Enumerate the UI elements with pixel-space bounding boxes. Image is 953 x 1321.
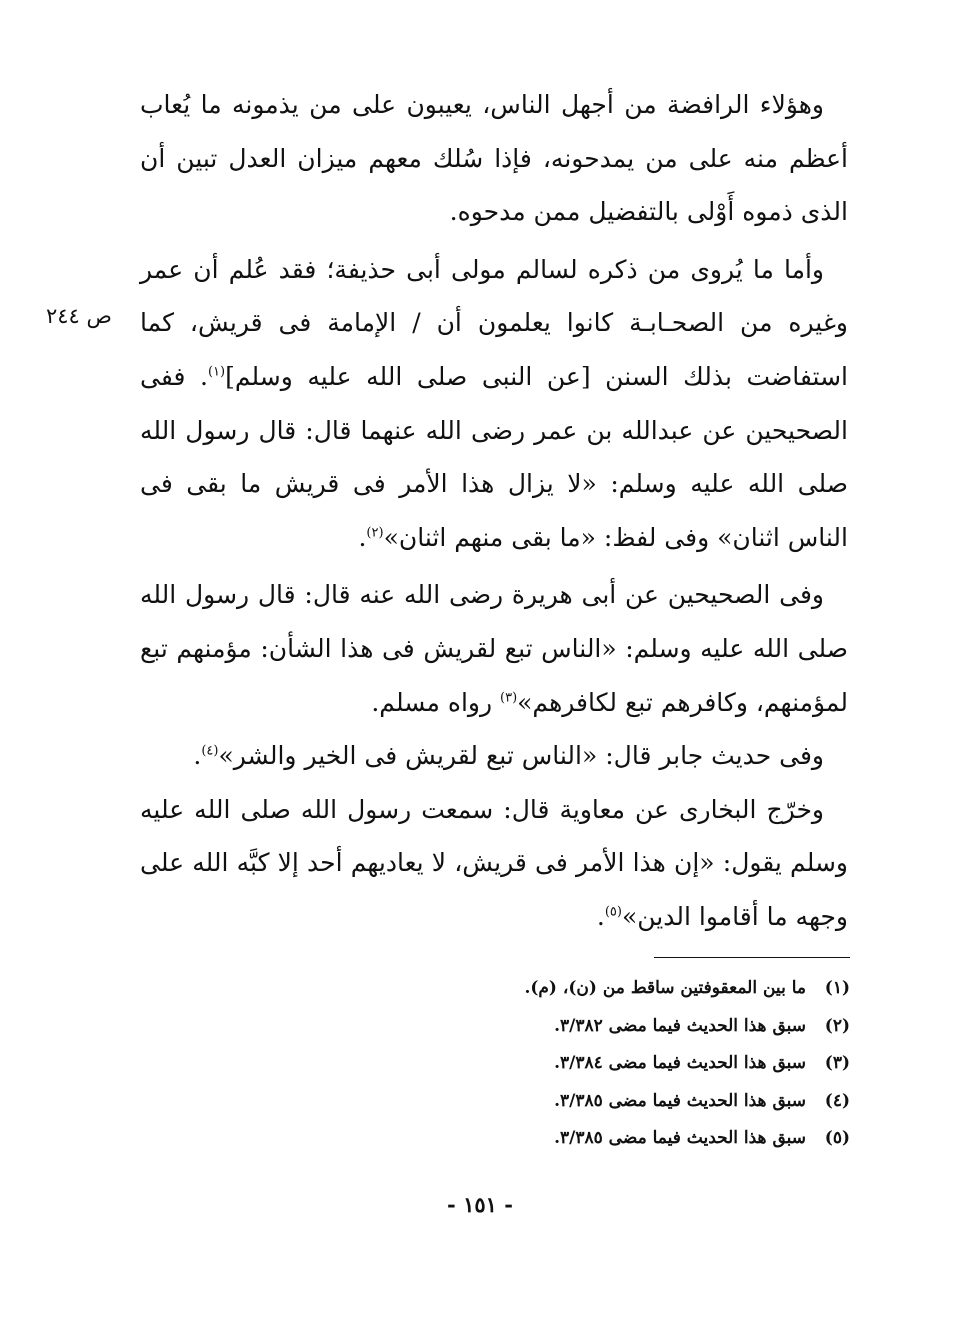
footnote-text: سبق هذا الحديث فيما مضى ٣/٣٨٢. (554, 1015, 806, 1036)
footnote-number: (٤) (824, 1090, 850, 1111)
footnote-number: (١) (824, 978, 850, 998)
paragraph-3-text-b: رواه مسلم. (371, 687, 500, 717)
footnote-number: (٢) (824, 1015, 850, 1036)
footnote-2 (380, 1008, 850, 1046)
footnote-4 (380, 1083, 850, 1121)
paragraph-1 (140, 78, 848, 239)
footnote-ref-5: (٥) (604, 904, 622, 920)
footnote-1 (380, 970, 850, 1008)
footnote-3 (380, 1045, 850, 1083)
paragraph-5-text: وخرّج البخارى عن معاوية قال: سمعت رسول الله صلى الله عليه وسلم يقول: «إن هذا الأمر فى قريش، لا يعاديهم أحد إلا كبَّه الله على وجهه ما أقاموا الدين» (140, 794, 848, 931)
paragraph-4 (140, 729, 848, 783)
footnote-5 (380, 1120, 850, 1158)
footnote-number: (٣) (824, 1053, 850, 1073)
footnote-text: سبق هذا الحديث فيما مضى ٣/٣٨٤. (554, 1053, 806, 1073)
footnote-text: ما بين المعقوفتين ساقط من (ن)، (م). (524, 978, 806, 998)
footnote-text: سبق هذا الحديث فيما مضى ٣/٣٨٥. (554, 1128, 806, 1148)
margin-page-reference: ص ٢٤٤ (46, 304, 112, 328)
paragraph-2-text-b: . ففى الصحيحين عن عبدالله بن عمر رضى الله عنهما قال: قال رسول الله صلى الله عليه وسلم: «لا يزال هذا الأمر فى قريش ما بقى فى الناس اثنان» وفى لفظ: «ما بقى منهم اثنان» (140, 361, 848, 552)
paragraph-5-end: . (596, 901, 605, 931)
footnote-ref-2: (٢) (366, 525, 384, 541)
page-number: - ١٥١ - (447, 1192, 513, 1217)
main-text (140, 78, 848, 944)
footnote-ref-3: (٣) (500, 690, 518, 706)
paragraph-1-text: وهؤلاء الرافضة من أجهل الناس، يعيبون على من يذمونه ما يُعاب أعظم منه على من يمدحونه، فإذا سُلك معهم ميزان العدل تبين أن الذى ذموه أَوْلى بالتفضيل ممن مدحوه. (140, 90, 848, 227)
footnote-number: (٥) (824, 1128, 850, 1148)
paragraph-4-text: وفى حديث جابر قال: «الناس تبع لقريش فى الخير والشر» (218, 741, 824, 771)
footnote-ref-1: (١) (207, 364, 226, 380)
footnote-text: سبق هذا الحديث فيما مضى ٣/٣٨٥. (554, 1090, 806, 1111)
footnote-separator (654, 957, 850, 958)
footnotes (380, 970, 850, 1158)
paragraph-2-text-a: وأما ما يُروى من ذكره لسالم مولى أبى حذيفة؛ فقد عُلم أن عمر وغيره من الصحـابـة كانوا يعلمون أن / الإمامة فى قريش، كما استفاضت بذلك السنن [عن النبى صلى الله عليه وسلم] (140, 254, 848, 391)
paragraph-3 (140, 568, 848, 729)
paragraph-3-text-a: وفى الصحيحين عن أبى هريرة رضى الله عنه قال: قال رسول الله صلى الله عليه وسلم: «الناس تبع لقريش فى هذا الشأن: مؤمنهم تبع لمؤمنهم، وكافرهم تبع لكافرهم» (140, 580, 848, 717)
paragraph-4-end: . (193, 741, 202, 771)
paragraph-5 (140, 783, 848, 944)
footnote-ref-4: (٤) (201, 743, 219, 759)
paragraph-2 (140, 243, 848, 565)
paragraph-2-end: . (358, 522, 367, 552)
